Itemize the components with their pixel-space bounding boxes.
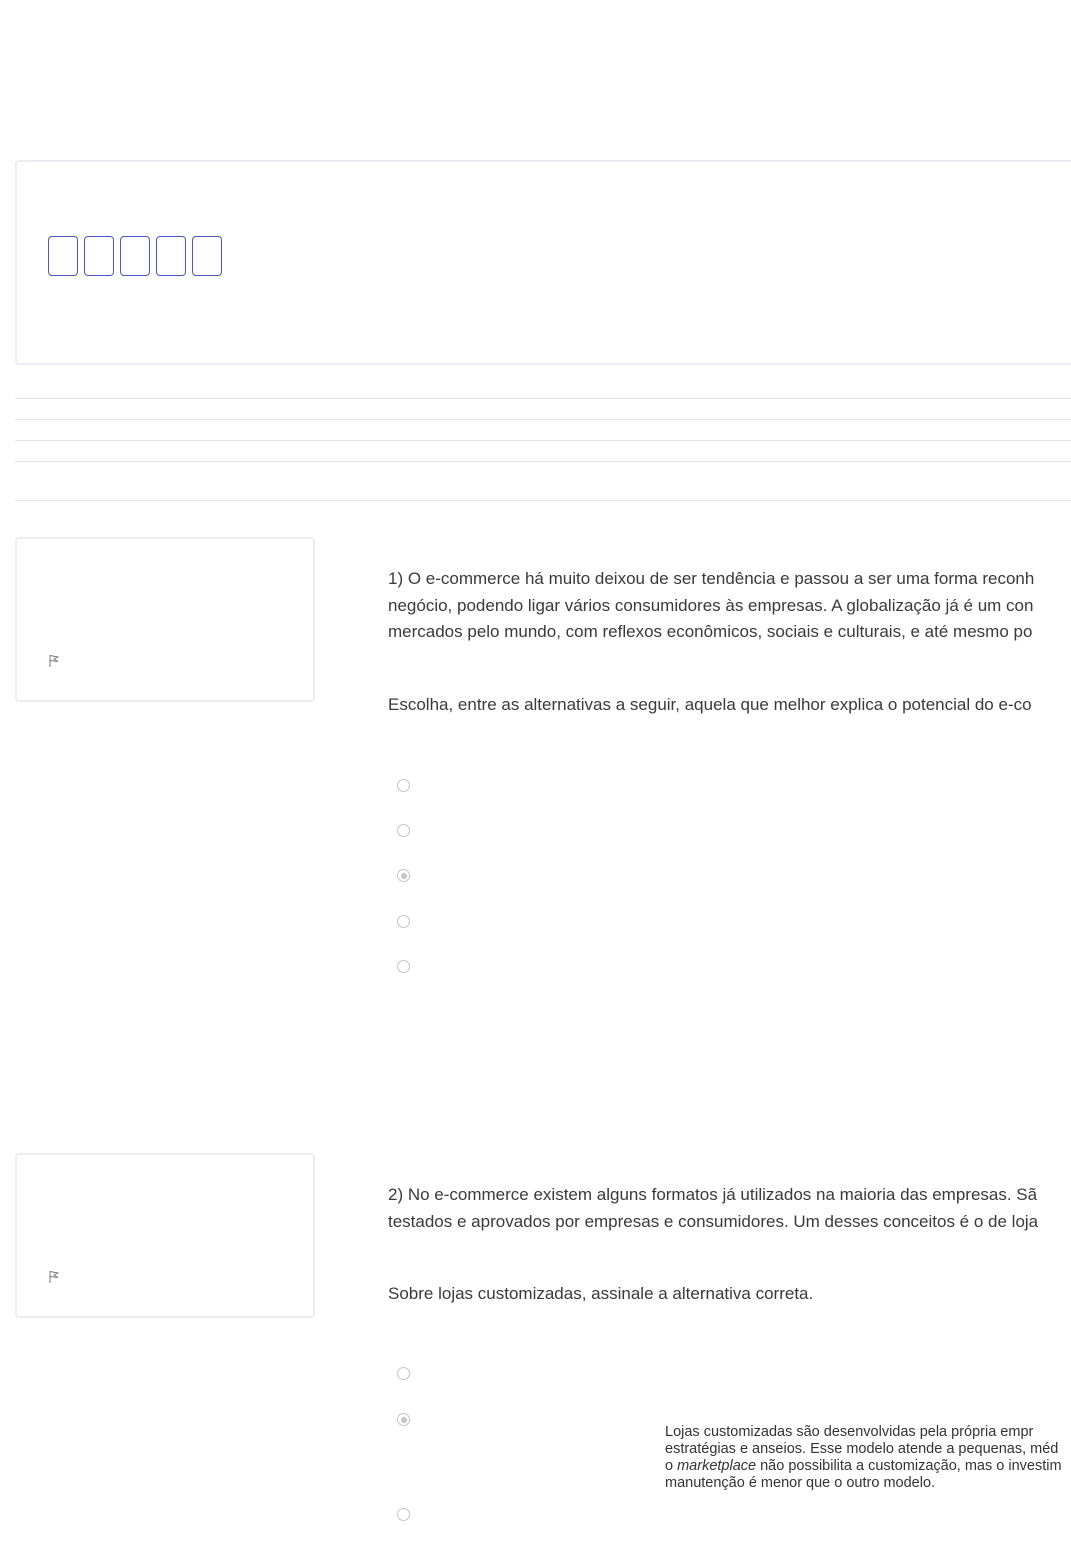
divider bbox=[15, 398, 1071, 399]
answer-text-segment: o bbox=[665, 1458, 678, 1474]
question-2-selected-answer-text bbox=[665, 1424, 1071, 1492]
question-2-text bbox=[388, 1182, 1071, 1235]
answer-line: Lojas customizadas são desenvolvidas pela própria empr bbox=[665, 1424, 1034, 1440]
flag-icon[interactable] bbox=[48, 654, 60, 668]
question-1-option-b-radio[interactable] bbox=[397, 824, 410, 837]
question-2-info-card bbox=[15, 1153, 315, 1318]
flag-icon[interactable] bbox=[48, 1270, 60, 1284]
question-2-option-c-radio[interactable] bbox=[397, 1508, 410, 1521]
answer-line: estratégias e anseios. Esse modelo atende a pequenas, méd bbox=[665, 1441, 1059, 1457]
question-nav-button-1[interactable] bbox=[48, 236, 78, 276]
question-1-line: 1) O e-commerce há muito deixou de ser tendência e passou a ser uma forma reconh bbox=[388, 569, 1035, 588]
divider bbox=[15, 440, 1071, 441]
question-1-line: negócio, podendo ligar vários consumidores às empresas. A globalização já é um con bbox=[388, 595, 1034, 615]
question-nav-button-3[interactable] bbox=[120, 236, 150, 276]
question-1-option-d-radio[interactable] bbox=[397, 915, 410, 928]
answer-text-segment: não possibilita a customização, mas o investim bbox=[756, 1458, 1062, 1474]
question-nav-button-2[interactable] bbox=[84, 236, 114, 276]
answer-line: manutenção é menor que o outro modelo. bbox=[665, 1475, 936, 1491]
question-1-line: mercados pelo mundo, com reflexos econômicos, sociais e culturais, e até mesmo po bbox=[388, 622, 1033, 641]
question-2-instruction: Sobre lojas customizadas, assinale a alternativa correta. bbox=[388, 1284, 814, 1303]
divider bbox=[15, 461, 1071, 462]
question-nav-boxes bbox=[48, 236, 222, 276]
question-2-line: 2) No e-commerce existem alguns formatos já utilizados na maioria das empresas. Sã bbox=[388, 1185, 1038, 1204]
question-2-option-b-radio[interactable] bbox=[397, 1413, 410, 1426]
question-navigation-panel bbox=[15, 160, 1071, 365]
divider bbox=[15, 419, 1071, 420]
question-nav-button-4[interactable] bbox=[156, 236, 186, 276]
answer-emphasis: marketplace bbox=[677, 1458, 757, 1474]
question-2-option-a-radio[interactable] bbox=[397, 1367, 410, 1380]
question-1-option-c-radio[interactable] bbox=[397, 869, 410, 882]
question-1-instruction: Escolha, entre as alternativas a seguir, aquela que melhor explica o potencial do e-co bbox=[388, 695, 1032, 714]
question-nav-button-5[interactable] bbox=[192, 236, 222, 276]
question-1-text bbox=[388, 566, 1071, 646]
question-1-option-e-radio[interactable] bbox=[397, 960, 410, 973]
answer-line bbox=[665, 1458, 1071, 1475]
question-1-info-card bbox=[15, 537, 315, 702]
divider bbox=[15, 500, 1071, 501]
question-1-option-a-radio[interactable] bbox=[397, 779, 410, 792]
question-2-line: testados e aprovados por empresas e consumidores. Um desses conceitos é o de loja bbox=[388, 1211, 1039, 1231]
